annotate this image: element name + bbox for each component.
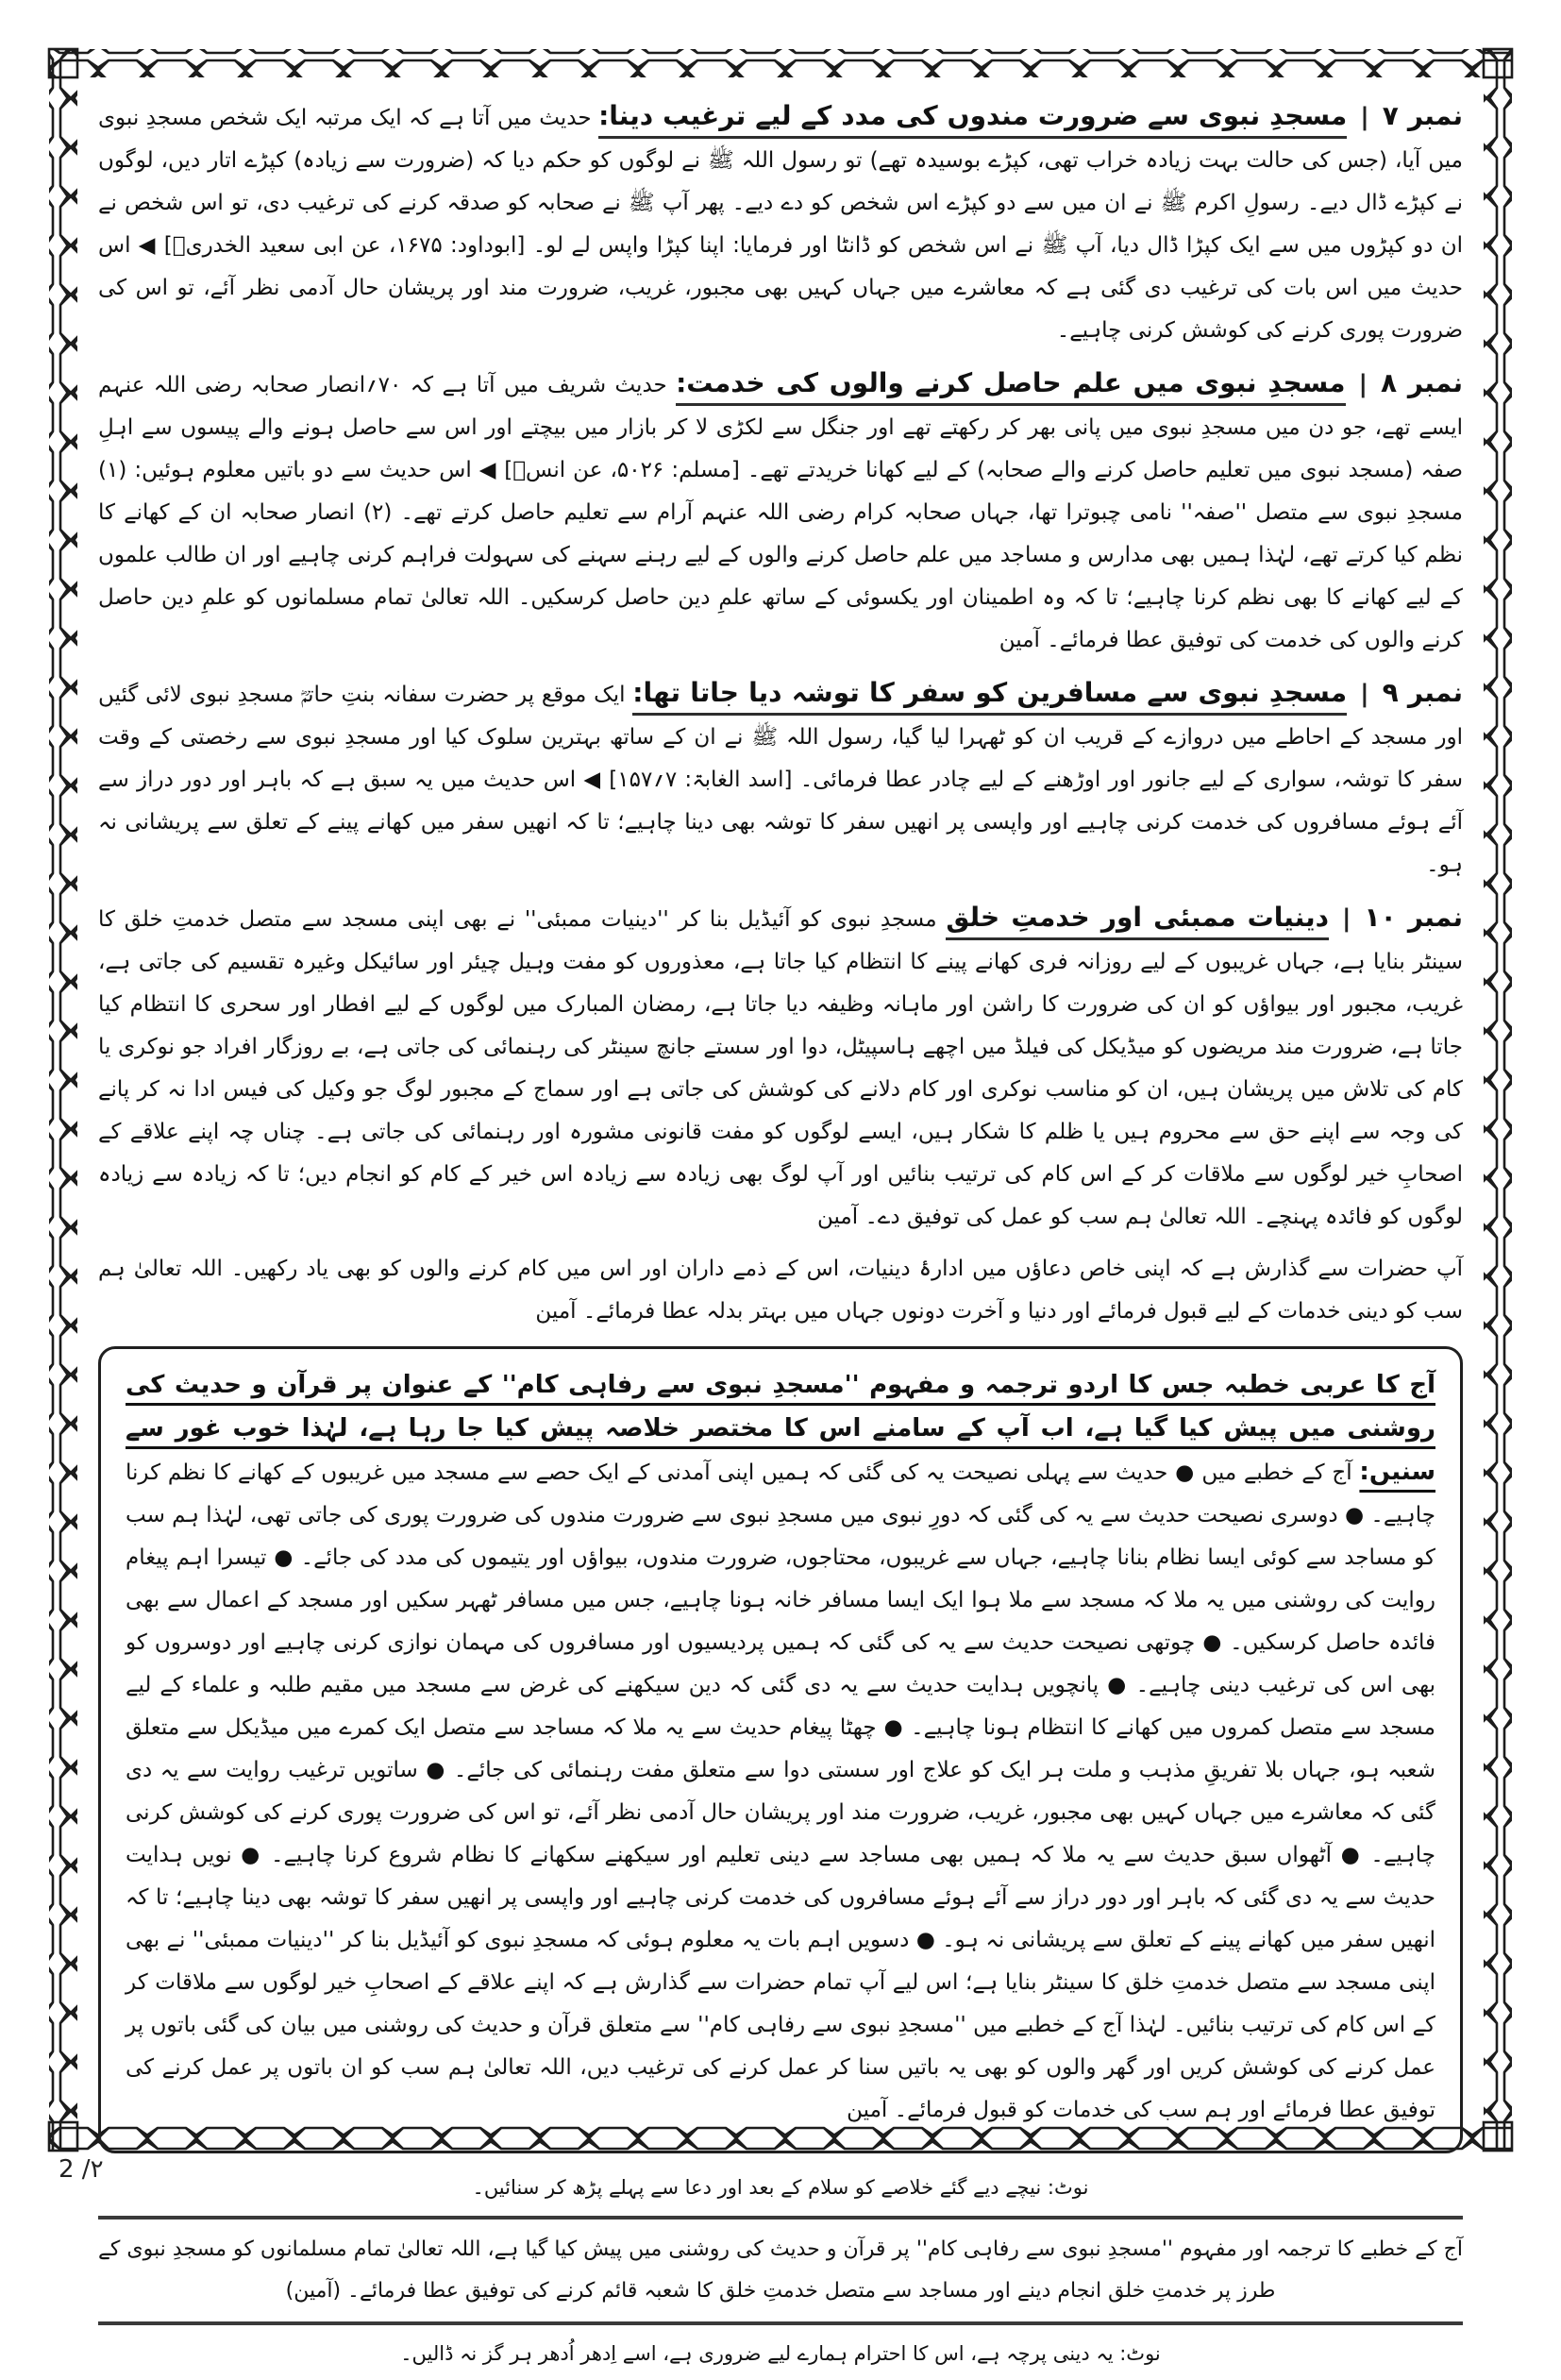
page-number: 2 /٢ <box>59 2155 104 2184</box>
footer-note-1: نوٹ: نیچے دیے گئے خلاصے کو سلام کے بعد اور دعا سے پہلے پڑھ کر سنائیں۔ <box>472 2176 1089 2199</box>
section-10-number: نمبر ۱۰ <box>1364 902 1463 933</box>
section-divider: | <box>1358 370 1368 398</box>
divider-rule <box>98 2216 1463 2220</box>
footer-note-2: نوٹ: یہ دینی پرچہ ہے، اس کا احترام ہمارے لیے ضروری ہے، اسے اِدھر اُدھر ہر گز نہ ڈالیں۔ <box>400 2342 1161 2365</box>
section-8-number: نمبر ۸ <box>1381 367 1464 398</box>
section-8-body: حدیث شریف میں آتا ہے کہ ۷۰؍انصار صحابہ رضی اللہ عنہم ایسے تھے، جو دن میں مسجدِ نبوی میں پانی بھر کر رکھتے تھے اور جنگل سے لکڑی لا کر بازار میں بیچتے اور اس سے حاصل ہونے والے پیسوں سے اہلِ صفہ (مسجد نبوی میں تعلیم حاصل کرنے والے صحابہ) کے لیے کھانا خریدتے تھے۔ [مسلم: ۵۰۲۶، عن انسؓ] ◀ اس حدیث سے دو باتیں معلوم ہوئیں: (۱) مسجدِ نبوی سے متصل ''صفہ'' نامی چبوترا تھا، جہاں صحابہ کرام رضی اللہ عنہم آرام سے تعلیم حاصل کرتے تھے۔ (۲) انصار صحابہ ان کے کھانے کا نظم کیا کرتے تھے، لہٰذا ہمیں بھی مدارس و مساجد میں علم حاصل کرنے والوں کے لیے رہنے سہنے کی سہولت فراہم کرنی چاہیے اور ان طالب علموں کے لیے کھانے کا بھی نظم کرنا چاہیے؛ تا کہ وہ اطمینان اور یکسوئی کے ساتھ علمِ دین حاصل کرسکیں۔ اللہ تعالیٰ تمام مسلمانوں کو علمِ دین حاصل کرنے والوں کی خدمت کی توفیق عطا فرمائے۔ آمین <box>98 373 1463 652</box>
section-divider: | <box>1360 103 1369 131</box>
section-divider: | <box>1341 904 1351 933</box>
section-10-body: مسجدِ نبوی کو آئیڈیل بنا کر ''دینیات ممبئی'' نے بھی اپنی مسجد سے متصل خدمتِ خلق کا سینٹر بنایا ہے، جہاں غریبوں کے لیے روزانہ فری کھانے پینے کا انتظام کیا جاتا ہے، معذوروں کو مفت وہیل چیئر اور سائیکل وغیرہ تقسیم کی جاتی ہے، غریب، مجبور اور بیواؤں کو ان کی ضرورت کا راشن اور ماہانہ وظیفہ دیا جاتا ہے، رمضان المبارک میں لوگوں کے لیے افطار اور سحری کا انتظام کیا جاتا ہے، ضرورت مند مریضوں کو میڈیکل کی فیلڈ میں اچھے ہاسپیٹل، دوا اور سستے جانچ سینٹر کی رہنمائی کی جاتی ہے، بے روزگار افراد جو نوکری یا کام کی تلاش میں پریشان ہیں، ان کو مناسب نوکری اور کام دلانے کی کوشش کی جاتی ہے اور سماج کے مجبور لوگ جو وکیل کی فیس ادا نہ کر پانے کی وجہ سے اپنے حق سے محروم ہیں یا ظلم کا شکار ہیں، ایسے لوگوں کو مفت قانونی مشورہ اور رہنمائی کی جاتی ہے۔ چناں چہ اپنے علاقے کے اصحابِ خیر لوگوں سے ملاقات کر کے اس کام کی ترتیب بنائیں اور آپ لوگ بھی زیادہ سے زیادہ اس خیر کے کام کو انجام دیں؛ تا کہ زیادہ سے زیادہ لوگوں کو فائدہ پہنچے۔ اللہ تعالیٰ ہم سب کو عمل کی توفیق دے۔ آمین <box>98 907 1463 1229</box>
summary-box-paragraph <box>126 1364 1435 2132</box>
divider-rule <box>98 2321 1463 2325</box>
section-7-number: نمبر ۷ <box>1382 100 1463 131</box>
section-10 <box>98 896 1463 1239</box>
border-top <box>49 49 1512 77</box>
section-10-heading: دینیات ممبئی اور خدمتِ خلق <box>946 902 1329 940</box>
summary-box-title: آج کا عربی خطبہ جس کا اردو ترجمہ و مفہوم ''مسجدِ نبوی سے رفاہی کام'' کے عنوان پر قرآن و حدیث کی روشنی میں پیش کیا گیا ہے، اب آپ کے سامنے اس کا مختصر خلاصہ پیش کیا جا رہا ہے، لہٰذا خوب غور سے سنیں: <box>126 1371 1436 1486</box>
closing-request-paragraph: آپ حضرات سے گذارش ہے کہ اپنی خاص دعاؤں میں ادارۂ دینیات، اس کے ذمے داران اور اس میں کام کرنے والوں کو بھی یاد رکھیں۔ اللہ تعالیٰ ہم سب کو دینی خدمات کے لیے قبول فرمائے اور دنیا و آخرت دونوں جہاں میں بہتر بدلہ عطا فرمائے۔ آمین <box>98 1257 1463 1324</box>
summary-box-body: آج کے خطبے میں ● حدیث سے پہلی نصیحت یہ کی گئی کہ ہمیں اپنی آمدنی کے ایک حصے سے مسجد میں غریبوں کے کھانے کا نظم کرنا چاہیے۔ ● دوسری نصیحت حدیث سے یہ کی گئی کہ دورِ نبوی میں مسجدِ نبوی سے ضرورت مندوں کی ضرورت پوری کی جاتی تھی، لہٰذا ہم سب کو مساجد سے کوئی ایسا نظام بنانا چاہیے، جہاں سے غریبوں، محتاجوں، ضرورت مندوں، بیواؤں اور یتیموں کی مدد کی جائے۔ ● تیسرا اہم پیغام روایت کی روشنی میں یہ ملا کہ مسجد سے ملا ہوا ایک ایسا مسافر خانہ ہونا چاہیے، جس میں مسافر ٹھہر سکیں اور مسجد کے اعمال سے بھی فائدہ حاصل کرسکیں۔ ● چوتھی نصیحت حدیث سے یہ کی گئی کہ ہمیں پردیسیوں اور مسافروں کی مہمان نوازی کرنی چاہیے اور دوسروں کو بھی اس کی ترغیب دینی چاہیے۔ ● پانچویں ہدایت حدیث سے یہ دی گئی کہ دین سیکھنے کی غرض سے مسجد میں مقیم طلبہ و علماء کے لیے مسجد سے متصل کمروں میں کھانے کا انتظام ہونا چاہیے۔ ● چھٹا پیغام حدیث سے یہ ملا کہ مساجد سے متصل ایک کمرے میں میڈیکل سے متعلق شعبہ ہو، جہاں بلا تفریقِ مذہب و ملت ہر ایک کو علاج اور سستی دوا سے متعلق مفت رہنمائی کی جائے۔ ● ساتویں ترغیب روایت سے یہ دی گئی کہ معاشرے میں جہاں کہیں بھی مجبور، غریب، ضرورت مند اور پریشان حال آدمی نظر آئے، تو اس کی ضرورت پوری کرنے کی کوشش کرنی چاہیے۔ ● آٹھواں سبق حدیث سے یہ ملا کہ ہمیں بھی مساجد سے دینی تعلیم اور سیکھنے سکھانے کا نظام شروع کرنا چاہیے۔ ● نویں ہدایت حدیث سے یہ دی گئی کہ باہر اور دور دراز سے آئے ہوئے مسافروں کی خدمت کرنی چاہیے اور واپسی پر انھیں سفر کا توشہ بھی دینا چاہیے؛ تا کہ انھیں سفر میں کھانے پینے کے تعلق سے پریشانی نہ ہو۔ ● دسویں اہم بات یہ معلوم ہوئی کہ مسجدِ نبوی کو آئیڈیل بنا کر ''دینیات ممبئی'' نے بھی اپنی مسجد سے متصل خدمتِ خلق کا سینٹر بنایا ہے؛ اس لیے آپ تمام حضرات سے گذارش ہے کہ اپنے علاقے کے اصحابِ خیر لوگوں سے ملاقات کر کے اس کام کی ترتیب بنائیں۔ لہٰذا آج کے خطبے میں ''مسجدِ نبوی سے رفاہی کام'' سے متعلق قرآن و حدیث کی روشنی میں بیان کی گئی باتوں پر عمل کرنے کی کوشش کریں اور گھر والوں کو بھی یہ باتیں سنا کر عمل کرنے کی ترغیب دیں، اللہ تعالیٰ ہم سب کو ان باتوں پر عمل کرنے کی توفیق عطا فرمائے اور ہم سب کی خدمات کو قبول فرمائے۔ آمین <box>126 1460 1435 2122</box>
border-left <box>49 49 77 2151</box>
section-9-body: ایک موقع پر حضرت سفانہ بنتِ حاتمؓ مسجدِ نبوی لائی گئیں اور مسجد کے احاطے میں دروازے کے قریب ان کو ٹھہرا لیا گیا، رسول اللہ ﷺ نے ان کے ساتھ بہترین سلوک کیا اور مسجدِ نبوی سے رخصتی کے وقت سفر کا توشہ، سواری کے لیے جانور اور اوڑھنے کے لیے چادر عطا فرمائی۔ [اسد الغابۃ: ۷؍۱۵۷] ◀ اس حدیث میں یہ سبق ہے کہ باہر اور دور دراز سے آئے ہوئے مسافروں کی خدمت کرنی چاہیے اور واپسی پر انھیں سفر کا توشہ بھی دینا چاہیے؛ تا کہ انھیں سفر میں کھانے پینے کے تعلق سے پریشانی نہ ہو۔ <box>98 683 1463 877</box>
section-7-heading: مسجدِ نبوی سے ضرورت مندوں کی مدد کے لیے ترغیب دینا: <box>598 100 1347 139</box>
footer-summary-paragraph: آج کے خطبے کا ترجمہ اور مفہوم ''مسجدِ نبوی سے رفاہی کام'' پر قرآن و حدیث کی روشنی میں پیش کیا گیا ہے، اللہ تعالیٰ تمام مسلمانوں کو مسجدِ نبوی کے طرز پر خدمتِ خلق انجام دینے اور مساجد سے متصل خدمتِ خلق کا شعبہ قائم کرنے کی توفیق عطا فرمائے۔ (آمین) <box>98 2237 1463 2303</box>
khutba-summary-box <box>98 1346 1463 2153</box>
page-content <box>98 94 1463 2380</box>
border-right <box>1484 49 1512 2151</box>
section-8-heading: مسجدِ نبوی میں علم حاصل کرنے والوں کی خدمت: <box>676 367 1345 406</box>
section-9-heading: مسجدِ نبوی سے مسافرین کو سفر کا توشہ دیا جاتا تھا: <box>632 677 1347 716</box>
section-8 <box>98 362 1463 662</box>
section-9-number: نمبر ۹ <box>1382 677 1463 708</box>
section-9 <box>98 671 1463 886</box>
section-7-body: حدیث میں آتا ہے کہ ایک مرتبہ ایک شخص مسجدِ نبوی میں آیا، (جس کی حالت بہت زیادہ خراب تھی، کپڑے بوسیدہ تھے) تو رسول اللہ ﷺ نے لوگوں کو حکم دیا کہ (ضرورت سے زیادہ) کپڑے اتار دیں، لوگوں نے کپڑے ڈال دیے۔ رسولِ اکرم ﷺ نے ان میں سے دو کپڑے اس شخص کو دے دیے۔ پھر آپ ﷺ نے صحابہ کو صدقہ کرنے کی ترغیب دی، تو اس شخص نے ان دو کپڑوں میں سے ایک کپڑا ڈال دیا، آپ ﷺ نے اس شخص کو ڈانٹا اور فرمایا: اپنا کپڑا واپس لے لو۔ [ابوداود: ۱۶۷۵، عن ابی سعید الخدریؓ] ◀ اس حدیث میں اس بات کی ترغیب دی گئی ہے کہ معاشرے میں جہاں کہیں بھی مجبور، غریب، ضرورت مند اور پریشان حال آدمی نظر آئے، تو اس کی ضرورت پوری کرنے کی کوشش کرنی چاہیے۔ <box>98 106 1463 343</box>
section-divider: | <box>1360 680 1369 708</box>
section-7 <box>98 94 1463 352</box>
